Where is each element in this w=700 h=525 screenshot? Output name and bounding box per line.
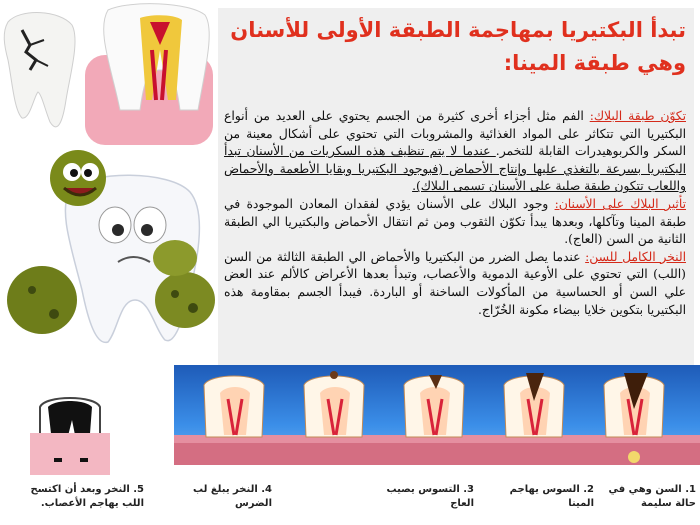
decay-stages-image — [174, 365, 700, 465]
caption-stage-1: 1. السن وهي في حالة سليمة — [608, 484, 696, 509]
paragraph-plaque-effect — [224, 196, 686, 249]
captions-row — [0, 483, 700, 525]
bacteria-germ-3 — [155, 272, 215, 328]
paragraph-full-decay — [224, 249, 686, 319]
tooth-stage-2 — [304, 371, 364, 437]
decay-stages-strip — [0, 365, 700, 525]
tooth-stage-4 — [504, 373, 564, 437]
caption-stage-3: 3. التسوس يصيب العاج — [386, 484, 474, 509]
body-text — [224, 108, 686, 319]
illustration-area — [0, 0, 215, 365]
bacteria-germ-1 — [50, 150, 106, 206]
text-plaque-effect: وجود البلاك على الأسنان يؤدي لفقدان المعادن الموجودة في طبقة المينا وتآكلها، وبعدها يبدأ تكوّن الثقوب ومن ثم انتقال الأحماض والبكتيريا الي الطبقة الثانية من السن (العاج). — [224, 196, 686, 247]
stage-5-tooth-diagram — [0, 365, 140, 480]
decay-stages-diagram — [174, 365, 700, 465]
heading-plaque-formation: تكوّن طبقة البلاك: — [589, 109, 686, 123]
bacteria-germ-2 — [7, 266, 77, 334]
slide-title: تبدأ البكتيريا بمهاجمة الطبقة الأولى للأسنان وهي طبقة المينا: — [230, 18, 686, 75]
tooth-illustration — [0, 0, 215, 365]
paragraph-plaque-formation — [224, 108, 686, 196]
stage-5-image — [0, 365, 140, 480]
tooth-stage-1 — [204, 376, 264, 437]
heading-plaque-effect: تأثير البلاك على الأسنان: — [554, 196, 686, 211]
text-panel — [218, 8, 694, 365]
caption-stage-4: 4. النخر يبلغ لب الضرس — [193, 484, 272, 509]
caption-stage-5: 5. النخر وبعد أن اكتسح اللب يهاجم الأعصاب. — [30, 484, 144, 509]
heading-full-decay: النخر الكامل للسن: — [585, 249, 686, 264]
text-plaque-formation: الفم مثل أجزاء أخرى كثيرة من الجسم يحتوي على العديد من أنواع البكتيريا التي تتكاثر على المواد الغذائية والمشروبات التي تحتوي على أشكال معينة من السكر والكربوهيدرات القابلة للتخمر. — [224, 109, 686, 159]
text-plaque-formation-underlined: عندما لا يتم تنظيف هذه السكريات من الأسنان تبدأ البكتيريا بسرعة بالتغذي عليها وإنتاج الأحماض (فبوجود البكتيريا وبقايا الأطعمة والأحماض واللعاب تتكون طبقة صلبة على الأسنان تسمى البلاك). — [224, 144, 686, 194]
text-full-decay: عندما يصل الضرر من البكتيريا والأحماض الي الطبقة الثالثة من السن (اللب) التي تحتوي على الأوعية الدموية والأعصاب، وتبدأ بعدها الأعراض كالألم عند العض علي السن أو الحساسية من المأكولات الساخنة أو الباردة. فيبدأ الجسم بمقاومة هذه البكتيريا بتكوين خلايا بيضاء مكونة الخُرّاج. — [224, 249, 686, 317]
cracked-tooth-image — [4, 13, 75, 127]
tooth-cross-section-image — [85, 4, 213, 145]
tooth-stage-3 — [404, 375, 464, 437]
bacteria-germ-4 — [153, 240, 197, 276]
caption-stage-2: 2. السوس يهاجم المينا — [509, 484, 594, 509]
